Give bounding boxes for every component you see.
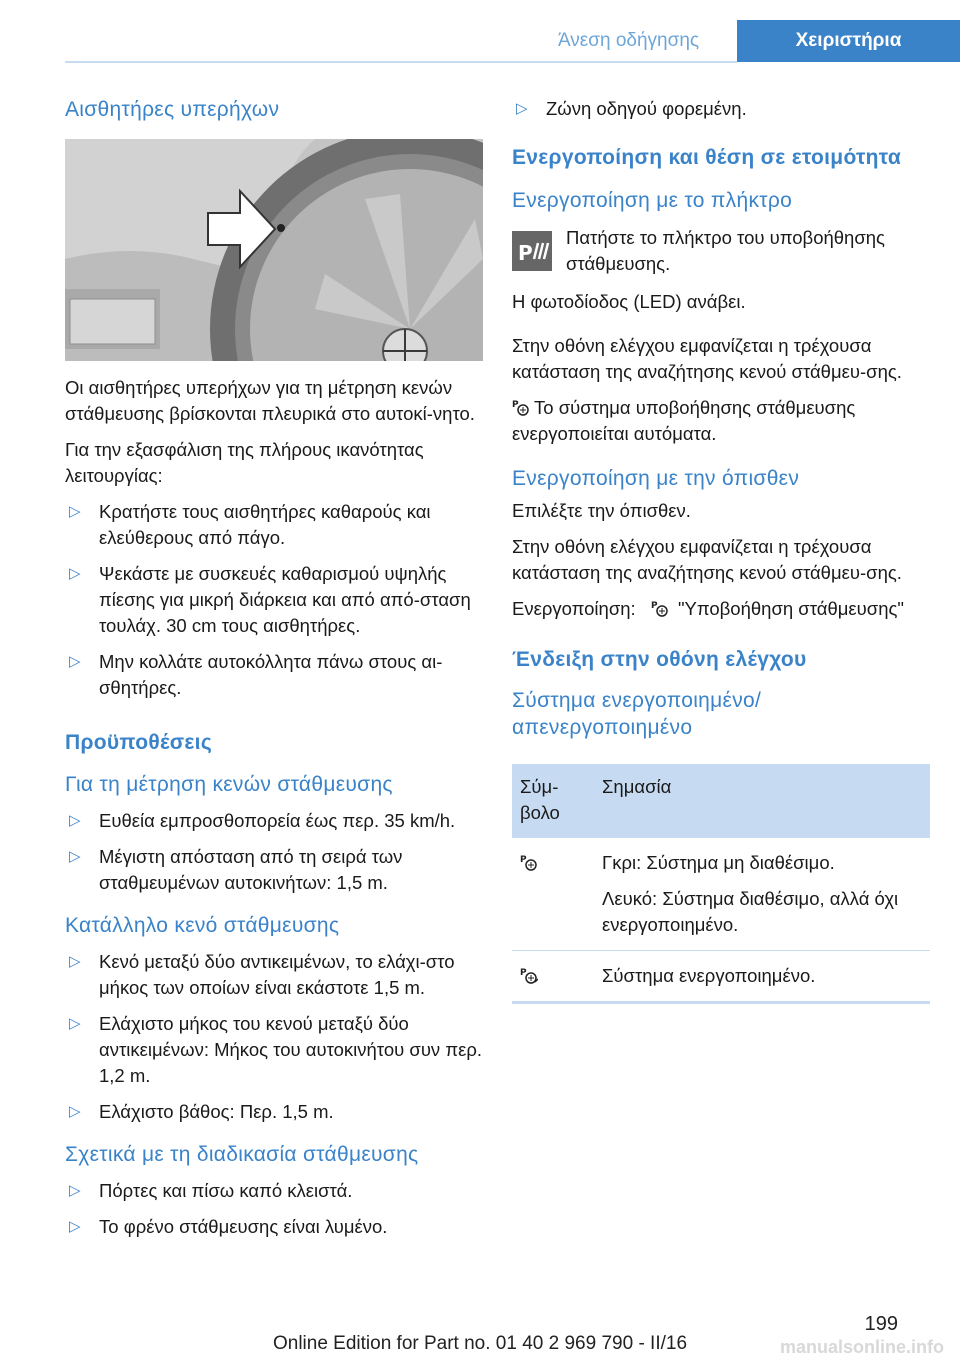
- bullet-triangle-icon: ▷: [69, 811, 81, 829]
- paragraph-auto: P Το σύστημα υποβοήθησης στάθμευσης ενεργοποιείται αυτόματα.: [512, 396, 856, 444]
- park-assist-icon: [512, 398, 530, 416]
- table-row: [512, 950, 930, 1002]
- bullet-triangle-icon: ▷: [69, 1182, 81, 1200]
- heading-parking-procedure: Σχετικά με τη διαδικασία στάθμευσης: [65, 1143, 419, 1167]
- paragraph: Για την εξασφάλιση της πλήρους ικανότητας λειτουργίας:: [65, 439, 424, 487]
- suitable-space-list: [65, 949, 483, 1125]
- paragraph: Στην οθόνη ελέγχου εμφανίζεται η τρέχουσα κατάσταση της αναζήτησης κενού στάθμευ‐σης.: [512, 535, 902, 583]
- measuring-list: [65, 808, 483, 896]
- watermark: manualsonline.info: [779, 1337, 944, 1357]
- paragraph: Οι αισθητήρες υπερήχων για τη μέτρηση κενών στάθμευσης βρίσκονται πλευρικά στο αυτοκί‐νητο.: [65, 377, 475, 425]
- car-side-illustration: [65, 139, 483, 361]
- table-cell-text: Σύστημα ενεργοποιημένο.: [594, 950, 930, 1002]
- list-item: ▷ Κρατήστε τους αισθητήρες καθαρούς και ελεύθερους από πάγο.: [69, 501, 431, 549]
- park-assist-active-icon: [520, 966, 538, 984]
- paragraph: Στην οθόνη ελέγχου εμφανίζεται η τρέχουσα κατάσταση της αναζήτησης κενού στάθμευ‐σης.: [512, 334, 902, 382]
- heading-activation-button: Ενεργοποίηση με το πλήκτρο: [512, 189, 793, 213]
- column-header-symbol: Σύμ‐ βολο: [512, 764, 594, 838]
- seatbelt-list: [512, 96, 930, 122]
- paragraph: Επιλέξτε την όπισθεν.: [512, 499, 691, 521]
- footer-edition: Online Edition for Part no. 01 40 2 969 790 - II/16: [272, 1333, 688, 1354]
- table-cell-text: Γκρι: Σύστημα μη διαθέσιμο.: [602, 851, 835, 873]
- list-item: ▷ Ελάχιστο μήκος του κενού μεταξύ δύο αντικειμένων: Μήκος του αυτοκινήτου συν περ. 1,2 m.: [69, 1013, 482, 1087]
- bullet-triangle-icon: ▷: [516, 100, 528, 117]
- heading-suitable-space: Κατάλληλο κενό στάθμευσης: [65, 913, 340, 937]
- list-item: ▷ Πόρτες και πίσω καπό κλειστά.: [65, 1178, 483, 1204]
- svg-text:P: P: [650, 600, 658, 611]
- bullet-triangle-icon: ▷: [69, 1015, 81, 1033]
- list-item: ▷ Κενό μεταξύ δύο αντικειμένων, το ελάχι‐στο μήκος των οποίων είναι εκάστοτε 1,5 m.: [69, 951, 455, 999]
- heading-ultrasonic-sensors: Αισθητήρες υπερήχων: [65, 98, 280, 121]
- heading-display: Ένδειξη στην οθόνη ελέγχου: [512, 647, 807, 671]
- sensor-photo: [65, 139, 483, 361]
- park-assist-icon: [651, 599, 669, 617]
- heading-system-status: Σύστημα ενεργοποιημένο/ απενεργοποιημένο: [512, 689, 762, 740]
- bullet-triangle-icon: ▷: [69, 953, 81, 971]
- svg-text:P: P: [520, 967, 527, 978]
- bullet-triangle-icon: ▷: [69, 653, 81, 671]
- bullet-triangle-icon: ▷: [69, 503, 81, 521]
- bullet-triangle-icon: ▷: [69, 1218, 81, 1236]
- list-item: ▷ Ψεκάστε με συσκευές καθαρισμού υψηλής πίεσης για μικρή διάρκεια και από από‐σταση τουλάχ. 30 cm τους αισθητήρες.: [69, 563, 471, 637]
- park-assist-button-icon: [512, 231, 552, 271]
- paragraph: Πατήστε το πλήκτρο του υποβοήθησης στάθμευσης.: [566, 226, 885, 274]
- table-header-row: [512, 764, 930, 838]
- svg-text:P: P: [520, 854, 527, 865]
- heading-activation: Ενεργοποίηση και θέση σε ετοιμότητα: [512, 146, 902, 169]
- bullet-triangle-icon: ▷: [69, 847, 81, 865]
- park-assist-icon: [520, 853, 538, 871]
- bullet-triangle-icon: ▷: [69, 1103, 81, 1121]
- left-column: [65, 96, 483, 1240]
- heading-reverse: Ενεργοποίηση με την όπισθεν: [512, 466, 800, 490]
- list-item: ▷ Ζώνη οδηγού φορεμένη.: [512, 96, 930, 122]
- nav-section-label: Άνεση οδήγησης: [557, 30, 700, 51]
- table-cell-text: Λευκό: Σύστημα διαθέσιμο, αλλά όχι ενεργοποιημένο.: [602, 887, 899, 935]
- symbol-table: [512, 764, 930, 1004]
- heading-prerequisites: Προϋποθέσεις: [65, 731, 213, 755]
- heading-measuring: Για τη μέτρηση κενών στάθμευσης: [65, 772, 393, 796]
- list-item: ▷ Ευθεία εμπροσθοπορεία έως περ. 35 km/h.: [65, 808, 483, 834]
- parking-procedure-list: [65, 1178, 483, 1240]
- column-header-meaning: Σημασία: [594, 764, 930, 838]
- maintenance-list: [65, 499, 483, 701]
- paragraph: Η φωτοδίοδος (LED) ανάβει.: [512, 290, 746, 312]
- svg-text:P: P: [512, 399, 519, 410]
- button-instruction: [512, 225, 930, 277]
- top-navigation: [0, 20, 960, 62]
- list-item: ▷ Μην κολλάτε αυτοκόλλητα πάνω στους αι‐σθητήρες.: [69, 651, 443, 699]
- list-item: ▷ Ελάχιστο βάθος: Περ. 1,5 m.: [65, 1099, 483, 1125]
- list-item: ▷ Το φρένο στάθμευσης είναι λυμένο.: [65, 1214, 483, 1240]
- nav-chapter-tab: Χειριστήρια: [737, 20, 960, 62]
- list-item: ▷ Μέγιστη απόσταση από τη σειρά των σταθμευμένων αυτοκινήτων: 1,5 m.: [69, 845, 403, 893]
- right-column: [512, 96, 930, 1004]
- svg-text:P: P: [518, 240, 533, 265]
- page-number: 199: [864, 1313, 898, 1335]
- bullet-triangle-icon: ▷: [69, 565, 81, 583]
- table-row: [512, 838, 930, 951]
- paragraph-activation: Ενεργοποίηση: P "Υποβοήθηση στάθμευσης": [512, 597, 904, 619]
